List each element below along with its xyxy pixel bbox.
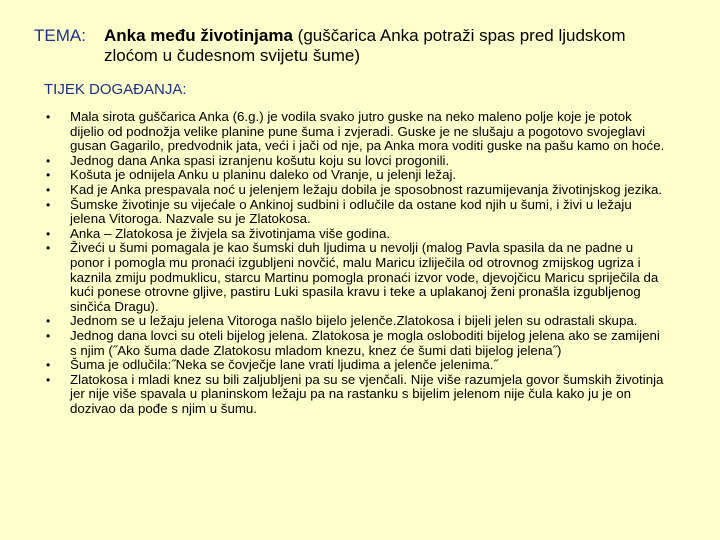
list-item [46, 183, 668, 198]
event-text: Zlatokosa i mladi knez su bili zaljubljeni pa su se vjenčali. Nije više razumjela govor šumskih životinja jer nije više spavala u planinskom ležaju pa na rastanku s bijelim jelenom nije čula kako ju je on dozivao da pođe s njim u šumu. [70, 371, 664, 416]
list-item [46, 241, 668, 314]
theme-line-2 [34, 46, 694, 66]
bullet-icon: • [46, 241, 51, 256]
list-item [46, 329, 668, 358]
list-item [46, 227, 668, 242]
event-text: Šumske životinje su vijećale o Ankinoj sudbini i odlučile da ostane kod njih u šumi, i živi u ležaju jelena Vitoroga. Nazvale su je Zlatokosa. [70, 196, 632, 227]
theme-subtitle-part-1: (guščarica Anka potraži spas pred ljudskom [292, 26, 626, 45]
bullet-icon: • [46, 110, 51, 124]
list-item [46, 373, 668, 417]
list-item [46, 314, 668, 329]
events-list [46, 110, 668, 416]
event-text: Kad je Anka prespavala noć u jelenjem ležaju dobila je sposobnost razumijevanja životinjskog jezika. [70, 181, 663, 197]
theme-header [34, 26, 694, 66]
bullet-icon: • [46, 197, 51, 212]
event-text: Anka – Zlatokosa je živjela sa životinjama više godina. [70, 225, 391, 241]
bullet-icon: • [46, 358, 51, 373]
bullet-icon: • [46, 182, 51, 197]
list-item [46, 198, 668, 227]
theme-label: TEMA: [34, 26, 86, 45]
bullet-icon: • [46, 153, 51, 168]
bullet-icon: • [46, 372, 51, 387]
theme-title: Anka među životinjama [104, 26, 293, 45]
section-heading: TIJEK DOGAĐANJA: [44, 81, 187, 98]
event-text: Košuta je odnijela Anku u planinu daleko od Vranje, u jelenji ležaj. [70, 167, 457, 183]
list-item [46, 358, 668, 373]
event-text: Šuma je odlučila:˝Neka se čovječje lane vrati ljudima a jelenče jelenima.˝ [70, 357, 498, 373]
event-text: Jednog dana lovci su oteli bijelog jelena. Zlatokosa je mogla osloboditi bijelog jelena ako se zamijeni s njim (˝Ako šuma dade Zlatokosu mladom knezu, knez će šumi dati bijelog jelena˝) [70, 327, 660, 358]
bullet-icon: • [46, 226, 51, 241]
bullet-icon: • [46, 328, 51, 343]
theme-subtitle-part-2: zloćom u čudesnom svijetu šume) [104, 46, 361, 65]
event-text: Živeći u šumi pomagala je kao šumski duh ljudima u nevolji (malog Pavla spasila da ne padne u ponor i pomogla mu pronaći izgubljeni novčić, malu Maricu izliječila od otrovnog zmijskog ugriza i kaznila zmiju podmuklicu, starcu Martinu pomogla pronaći izvor vode, djevojčicu Maricu spriječila da kući ponese otrovne gljive, pastiru Luki spasila kravu i teke a uplakanoj ženi pronašla izgubljenog sinčića Dragu). [70, 240, 659, 314]
theme-line-1 [34, 26, 694, 46]
list-item [46, 110, 668, 154]
list-item [46, 168, 668, 183]
bullet-icon: • [46, 168, 51, 183]
bullet-icon: • [46, 314, 51, 329]
event-text: Jednog dana Anka spasi izranjenu košutu koju su lovci progonili. [70, 152, 450, 168]
event-text: Jednom se u ležaju jelena Vitoroga našlo bijelo jelenče.Zlatokosa i bijeli jelen su odrastali skupa. [70, 313, 638, 329]
list-item [46, 154, 668, 169]
event-text: Mala sirota guščarica Anka (6.g.) je vodila svako jutro guske na neko maleno polje koje je potok dijelio od podnožja velike planine pune šuma i zvjeradi. Guske je ne slušaju a pogotovo svojeglavi gusan Gagarilo, predvodnik jata, veći i jači od nje, pa Anka mora voditi guske na pašu kamo on hoće. [70, 109, 665, 154]
